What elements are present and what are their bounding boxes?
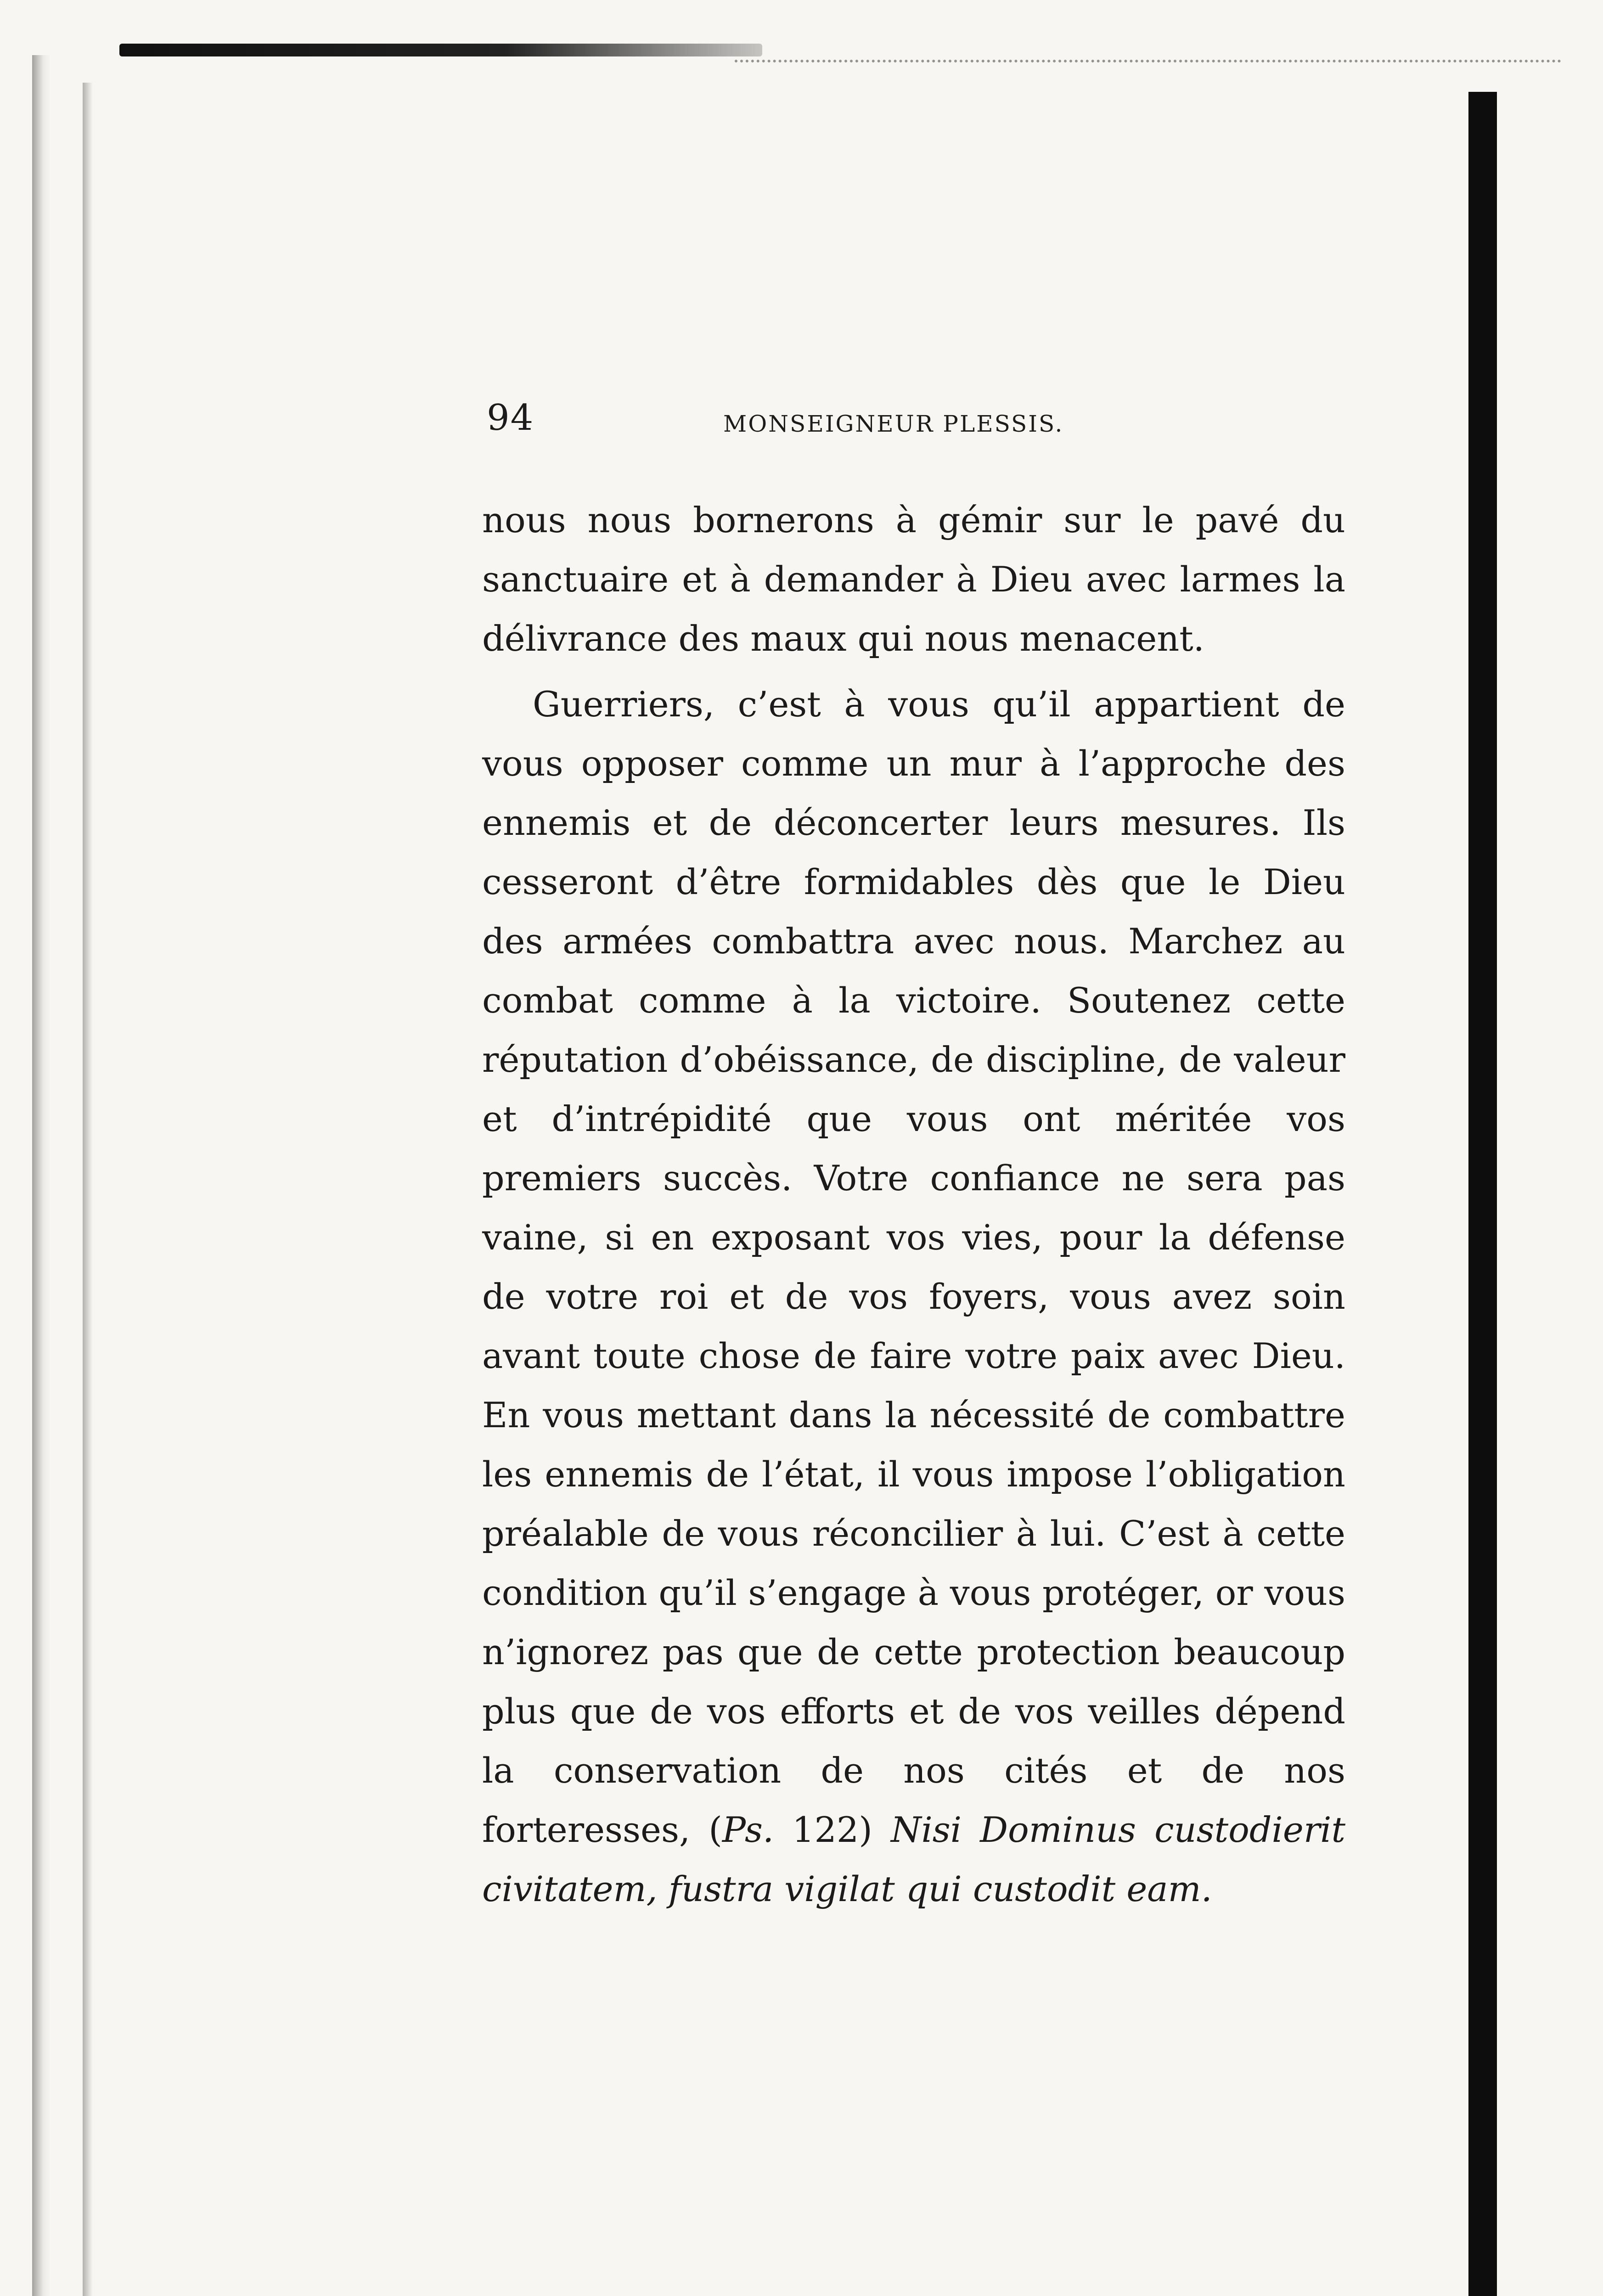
citation-number: 122) [774, 1809, 891, 1850]
paragraph-2-text: Guerriers, c’est à vous qu’il appartient de vous opposer comme un mur à l’approche des ennemis et de déconcerter leurs mesures. Ils cesseront d’être formidables dès que le Dieu des armées combattra avec nous. Marchez au combat comme à la victoire. Soutenez cette réputation d’obéissance, de discipline, de valeur et d’intrépidité que vous ont méritée vos premiers succès. Votre confiance ne sera pas vaine, si en exposant vos vies, pour la défense de votre roi et de vos foyers, vous avez soin avant toute chose de faire votre paix avec Dieu. En vous mettant dans la nécessité de combattre les ennemis de l’état, il vous impose l’obligation préalable de vous réconcilier à lui. C’est à cette condition qu’il s’engage à vous protéger, or vous n’ignorez pas que de cette protection beaucoup plus que de vos efforts et de vos veilles dépend la conservation de nos cités et de nos forteresses, ( [482, 684, 1345, 1850]
scan-spine-shadow-inner [83, 83, 93, 2296]
latin-quote: Nisi Dominus custodierit civitatem, fustra vigilat qui custodit eam. [482, 1809, 1346, 1909]
paragraph-2 [482, 675, 1345, 1919]
scan-top-edge [119, 44, 762, 56]
scan-right-border [1468, 92, 1497, 2296]
citation-ref: Ps. [722, 1809, 774, 1850]
scan-top-dots [735, 41, 1561, 62]
scan-spine-shadow [32, 55, 51, 2296]
running-title: MONSEIGNEUR PLESSIS. [723, 411, 1064, 437]
page-number: 94 [487, 397, 534, 439]
page-body [482, 490, 1345, 1919]
paragraph-1: nous nous bornerons à gémir sur le pavé du sanctuaire et à demander à Dieu avec larmes la délivrance des maux qui nous menacent. [482, 500, 1345, 659]
